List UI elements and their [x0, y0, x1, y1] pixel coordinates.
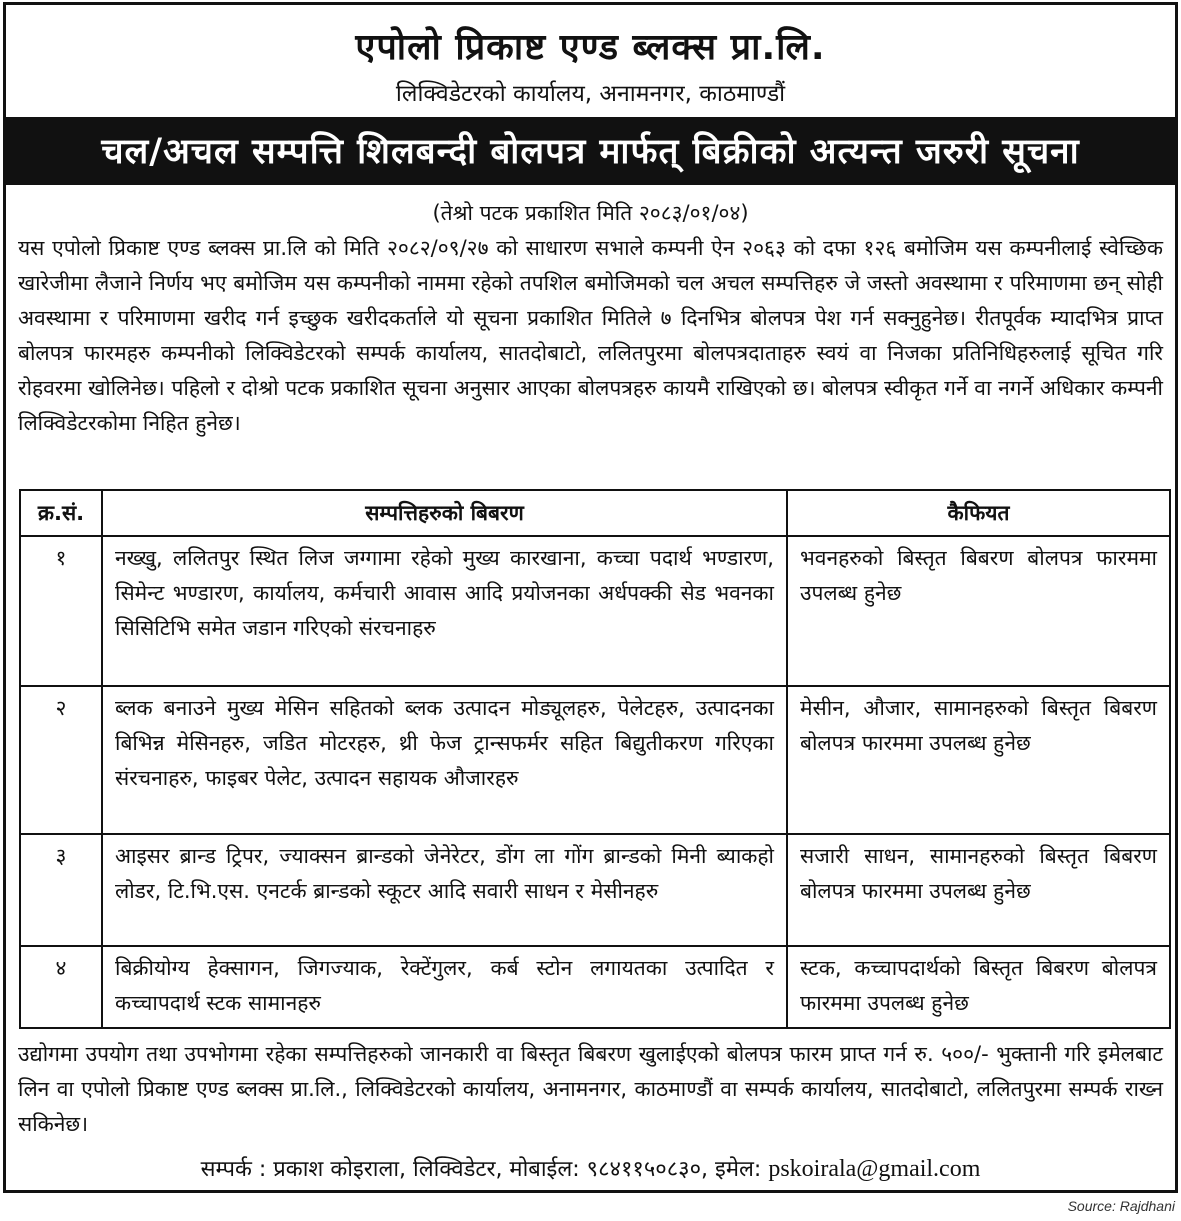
col-description: सम्पत्तिहरुको बिबरण [102, 490, 787, 536]
row-description: ब्लक बनाउने मुख्य मेसिन सहितको ब्लक उत्पादन मोड्यूलहरु, पेलेटहरु, उत्पादनका बिभिन्न मेसिनहरु, जडित मोटरहरु, थ्री फेज ट्रान्सफर्मर सहित बिद्युतीकरण गरिएका संरचनाहरु, फाइबर पेलेट, उत्पादन सहायक औजारहरु [102, 686, 787, 834]
row-remark: स्टक, कच्चापदार्थको बिस्तृत बिबरण बोलपत्र फारममा उपलब्ध हुनेछ [787, 946, 1170, 1028]
source-credit: Source: Rajdhani [1067, 1198, 1175, 1214]
contact-text: सम्पर्क : प्रकाश कोइराला, लिक्विडेटर, मोबाईल: ९८४११५०८३०, इमेल: [200, 1157, 769, 1182]
company-address: लिक्विडेटरको कार्यालय, अनामनगर, काठमाण्डौं [395, 81, 786, 107]
assets-table [19, 489, 1171, 1029]
notice-banner: चल/अचल सम्पत्ति शिलबन्दी बोलपत्र मार्फत् बिक्रीको अत्यन्त जरुरी सूचना [6, 119, 1175, 185]
row-serial: १ [20, 536, 102, 686]
table-header-row [20, 490, 1170, 536]
notice-header [6, 5, 1175, 119]
col-remarks: कैफियत [787, 490, 1170, 536]
row-remark: मेसीन, औजार, सामानहरुको बिस्तृत बिबरण बोलपत्र फारममा उपलब्ध हुनेछ [787, 686, 1170, 834]
col-serial: क्र.सं. [20, 490, 102, 536]
row-description: आइसर ब्रान्ड ट्रिपर, ज्याक्सन ब्रान्डको जेनेरेटर, डोंग ला गोंग ब्रान्डको मिनी ब्याकहो लोडर, टि.भि.एस. एनटर्क ब्रान्डको स्कूटर आदि सवारी साधन र मेसीनहरु [102, 834, 787, 946]
table-row [20, 946, 1170, 1028]
intro-paragraph: यस एपोलो प्रिकाष्ट एण्ड ब्लक्स प्रा.लि को मिति २०८२/०९/२७ को साधारण सभाले कम्पनी ऐन २०६३ को दफा १२६ बमोजिम यस कम्पनीलाई स्वेच्छिक खारेजीमा लैजाने निर्णय भए बमोजिम यस कम्पनीको नाममा रहेको तपशिल बमोजिमको चल अचल सम्पत्तिहरु जे जस्तो अवस्थामा र परिमाणमा छन् सोही अवस्थामा र परिमाणमा खरीद गर्न इच्छुक खरीदकर्ताले यो सूचना प्रकाशित मितिले ७ दिनभित्र बोलपत्र पेश गर्न सक्नुहुनेछ। रीतपूर्वक म्यादभित्र प्राप्त बोलपत्र फारमहरु कम्पनीको लिक्विडेटरको सम्पर्क कार्यालय, सातदोबाटो, ललितपुरमा बोलपत्रदाताहरु स्वयं वा निजका प्रतिनिधिहरुलाई सूचित गरि रोहवरमा खोलिनेछ। पहिलो र दोश्रो पटक प्रकाशित सूचना अनुसार आएका बोलपत्रहरु कायमै राखिएको छ। बोलपत्र स्वीकृत गर्ने वा नगर्ने अधिकार कम्पनी लिक्विडेटरकोमा निहित हुनेछ। [18, 236, 1163, 435]
notice-frame [3, 2, 1178, 1193]
row-serial: ३ [20, 834, 102, 946]
table-row [20, 686, 1170, 834]
row-serial: ४ [20, 946, 102, 1028]
row-remark: सजारी साधन, सामानहरुको बिस्तृत बिबरण बोलपत्र फारममा उपलब्ध हुनेछ [787, 834, 1170, 946]
table-row [20, 536, 1170, 686]
row-description: नख्खु, ललितपुर स्थित लिज जग्गामा रहेको मुख्य कारखाना, कच्चा पदार्थ भण्डारण, सिमेन्ट भण्डारण, कार्यालय, कर्मचारी आवास आदि प्रयोजनका अर्धपक्की सेड भवनका सिसिटिभि समेत जडान गरिएको संरचनाहरु [102, 536, 787, 686]
contact-line [6, 1153, 1175, 1183]
publication-date: (तेश्रो पटक प्रकाशित मिति २०८३/०१/०४) [432, 201, 749, 225]
table-row [20, 834, 1170, 946]
company-name: एपोलो प्रिकाष्ट एण्ड ब्लक्स प्रा.लि. [355, 27, 826, 68]
closing-paragraph: उद्योगमा उपयोग तथा उपभोगमा रहेका सम्पत्तिहरुको जानकारी वा बिस्तृत बिबरण खुलाईएको बोलपत्र फारम प्राप्त गर्न रु. ५००/- भुक्तानी गरि इमेलबाट लिन वा एपोलो प्रिकाष्ट एण्ड ब्लक्स प्रा.लि., लिक्विडेटरको कार्यालय, अनामनगर, काठमाण्डौं वा सम्पर्क कार्यालय, सातदोबाटो, ललितपुरमा सम्पर्क राख्न सकिनेछ। [18, 1042, 1163, 1136]
row-remark: भवनहरुको बिस्तृत बिबरण बोलपत्र फारममा उपलब्ध हुनेछ [787, 536, 1170, 686]
row-description: बिक्रीयोग्य हेक्सागन, जिगज्याक, रेक्टेंगुलर, कर्ब स्टोन लगायतका उत्पादित र कच्चापदार्थ स्टक सामानहरु [102, 946, 787, 1028]
contact-email: pskoirala@gmail.com [768, 1156, 981, 1182]
row-serial: २ [20, 686, 102, 834]
